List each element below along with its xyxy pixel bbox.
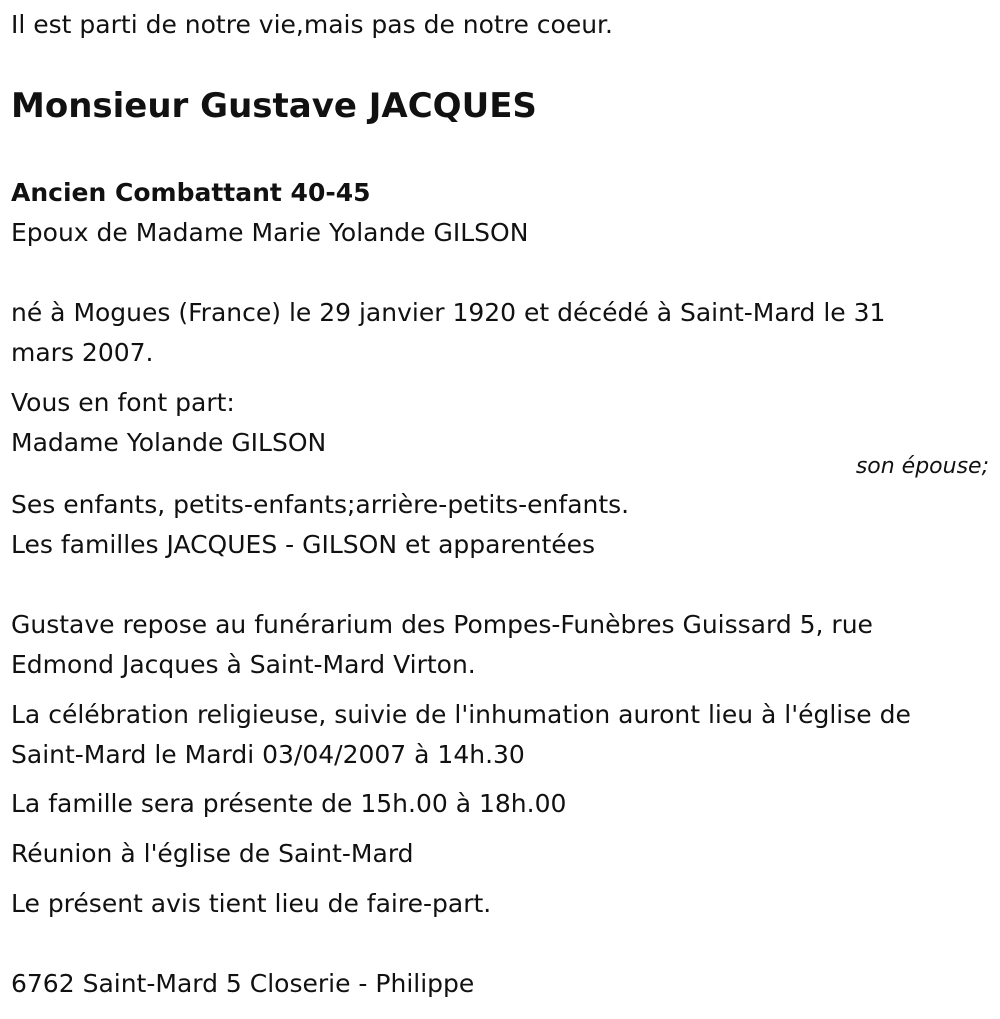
family-presence: La famille sera présente de 15h.00 à 18h.00 <box>11 789 567 818</box>
deceased-name: Monsieur Gustave JACQUES <box>11 86 537 126</box>
ceremony-line-2: Saint-Mard le Mardi 03/04/2007 à 14h.30 <box>11 740 525 769</box>
funeral-home-line-2: Edmond Jacques à Saint-Mard Virton. <box>11 650 476 679</box>
funeral-home-line-1: Gustave repose au funérarium des Pompes-Funèbres Guissard 5, rue <box>11 610 873 639</box>
address-line: 6762 Saint-Mard 5 Closerie - Philippe <box>11 969 475 998</box>
families-line: Les familles JACQUES - GILSON et apparentées <box>11 530 596 559</box>
spouse-name: Madame Yolande GILSON <box>11 428 327 457</box>
notice-line: Le présent avis tient lieu de faire-part. <box>11 889 492 918</box>
announcers-intro: Vous en font part: <box>11 388 235 417</box>
epigraph: Il est parti de notre vie,mais pas de notre coeur. <box>11 10 613 39</box>
meeting-line: Réunion à l'église de Saint-Mard <box>11 839 414 868</box>
spouse-line: Epoux de Madame Marie Yolande GILSON <box>11 218 529 247</box>
birth-death-line-2: mars 2007. <box>11 338 154 367</box>
title-line: Ancien Combattant 40-45 <box>11 178 371 207</box>
birth-death-line-1: né à Mogues (France) le 29 janvier 1920 et décédé à Saint-Mard le 31 <box>11 298 886 327</box>
children-line: Ses enfants, petits-enfants;arrière-petits-enfants. <box>11 490 630 519</box>
spouse-role: son épouse; <box>855 454 989 479</box>
ceremony-line-1: La célébration religieuse, suivie de l'inhumation auront lieu à l'église de <box>11 700 911 729</box>
